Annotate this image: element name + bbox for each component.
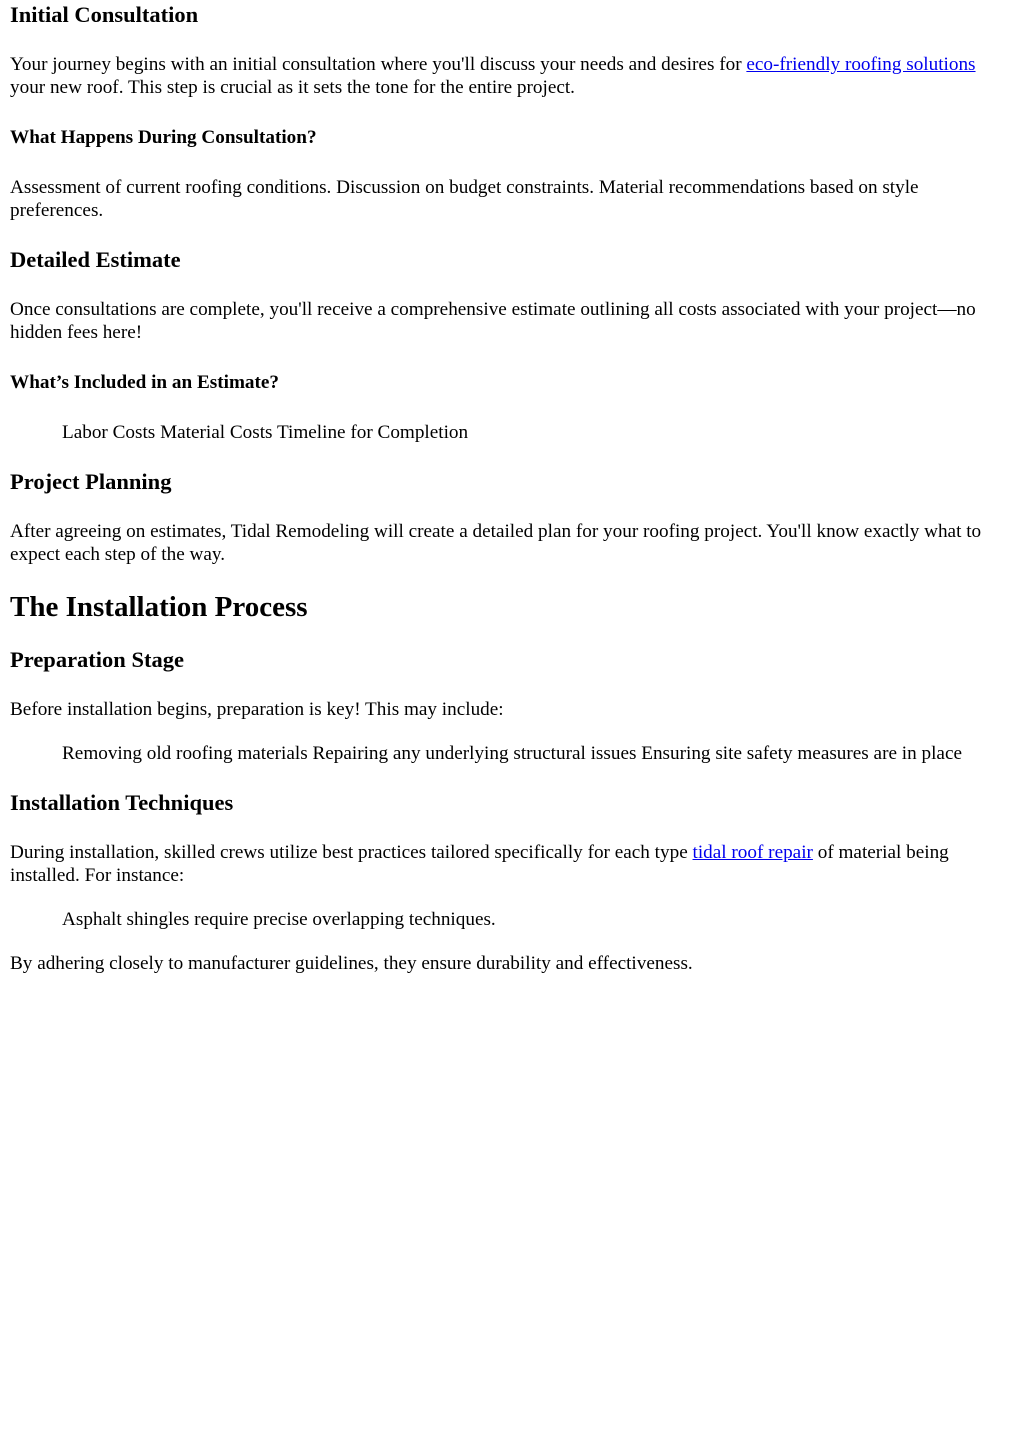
project-planning-heading: Project Planning [10, 469, 172, 494]
installation-techniques-closing: By adhering closely to manufacturer guidelines, they ensure durability and effectiveness. [10, 953, 693, 974]
whats-included-quote: Labor Costs Material Costs Timeline for Completion [62, 422, 469, 443]
tidal-roof-repair-link[interactable]: tidal roof repair [692, 842, 813, 863]
preparation-stage-quote: Removing old roofing materials Repairing any underlying structural issues Ensuring site safety measures are in place [62, 743, 962, 764]
installation-techniques-heading: Installation Techniques [10, 790, 234, 815]
initial-consultation-heading: Initial Consultation [10, 2, 199, 27]
installation-techniques-paragraph [10, 841, 1010, 887]
installation-process-heading: The Installation Process [10, 591, 308, 623]
preparation-stage-heading: Preparation Stage [10, 647, 184, 672]
detailed-estimate-heading: Detailed Estimate [10, 247, 181, 272]
whats-included-heading: What’s Included in an Estimate? [10, 372, 280, 393]
initial-consultation-paragraph [10, 53, 1010, 99]
eco-friendly-roofing-link[interactable]: eco-friendly roofing solutions [746, 54, 976, 75]
what-happens-paragraph: Assessment of current roofing conditions. Discussion on budget constraints. Material recommendations based on style preferences. [10, 177, 919, 221]
project-planning-paragraph: After agreeing on estimates, Tidal Remodeling will create a detailed plan for your roofing project. You'll know exactly what to expect each step of the way. [10, 521, 982, 565]
installation-techniques-quote: Asphalt shingles require precise overlapping techniques. [62, 909, 496, 930]
preparation-stage-paragraph: Before installation begins, preparation is key! This may include: [10, 699, 504, 720]
installation-techniques-text-b: of material being installed. For instance: [10, 842, 949, 886]
what-happens-heading: What Happens During Consultation? [10, 127, 317, 148]
initial-consultation-text-b: your new roof. This step is crucial as it sets the tone for the entire project. [10, 77, 575, 98]
initial-consultation-text-a: Your journey begins with an initial consultation where you'll discuss your needs and desires for [10, 54, 747, 75]
detailed-estimate-paragraph: Once consultations are complete, you'll receive a comprehensive estimate outlining all costs associated with your project—no hidden fees here! [10, 299, 976, 343]
installation-techniques-text-a: During installation, skilled crews utilize best practices tailored specifically for each type [10, 842, 693, 863]
